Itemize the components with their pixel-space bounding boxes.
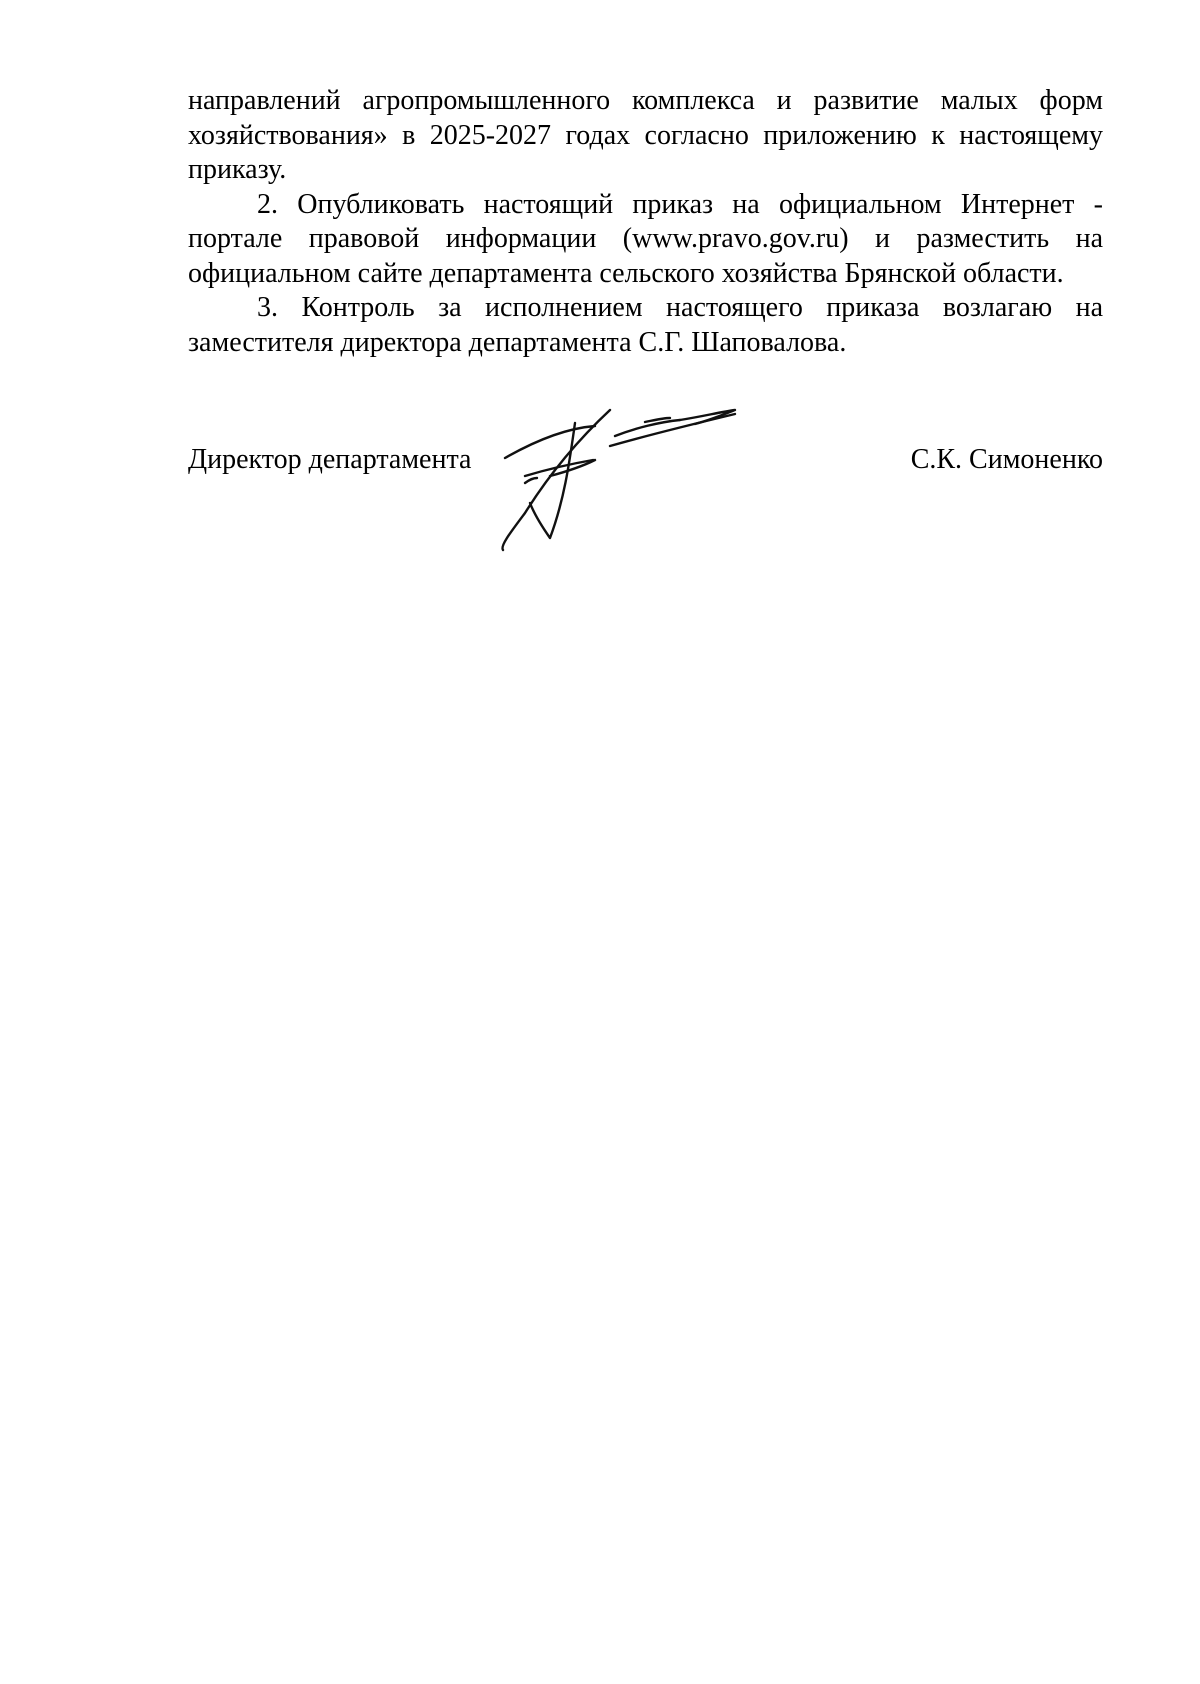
signature-stroke — [525, 478, 537, 483]
document-body — [188, 84, 1103, 360]
signatory-name: С.К. Симоненко — [910, 444, 1103, 475]
signature-stroke — [530, 423, 575, 538]
signature-stroke — [505, 426, 595, 458]
handwritten-signature — [495, 398, 805, 558]
signature-stroke — [502, 410, 610, 550]
paragraph-continuation: направлений агропромышленного комплекса и развитие малых форм хозяйствования» в 2025-2027 годах согласно приложению к настоящему приказу. — [188, 85, 1103, 185]
signatory-title: Директор департамента — [188, 444, 472, 475]
paragraph-item-2: 2. Опубликовать настоящий приказ на официальном Интернет - портале правовой информации (www.pravo.gov.ru) и разместить на официальном сайте департамента сельского хозяйства Брянской области. — [188, 188, 1103, 289]
paragraph-item-3: 3. Контроль за исполнением настоящего приказа возлагаю на заместителя директора департамента С.Г. Шаповалова. — [188, 292, 1103, 358]
